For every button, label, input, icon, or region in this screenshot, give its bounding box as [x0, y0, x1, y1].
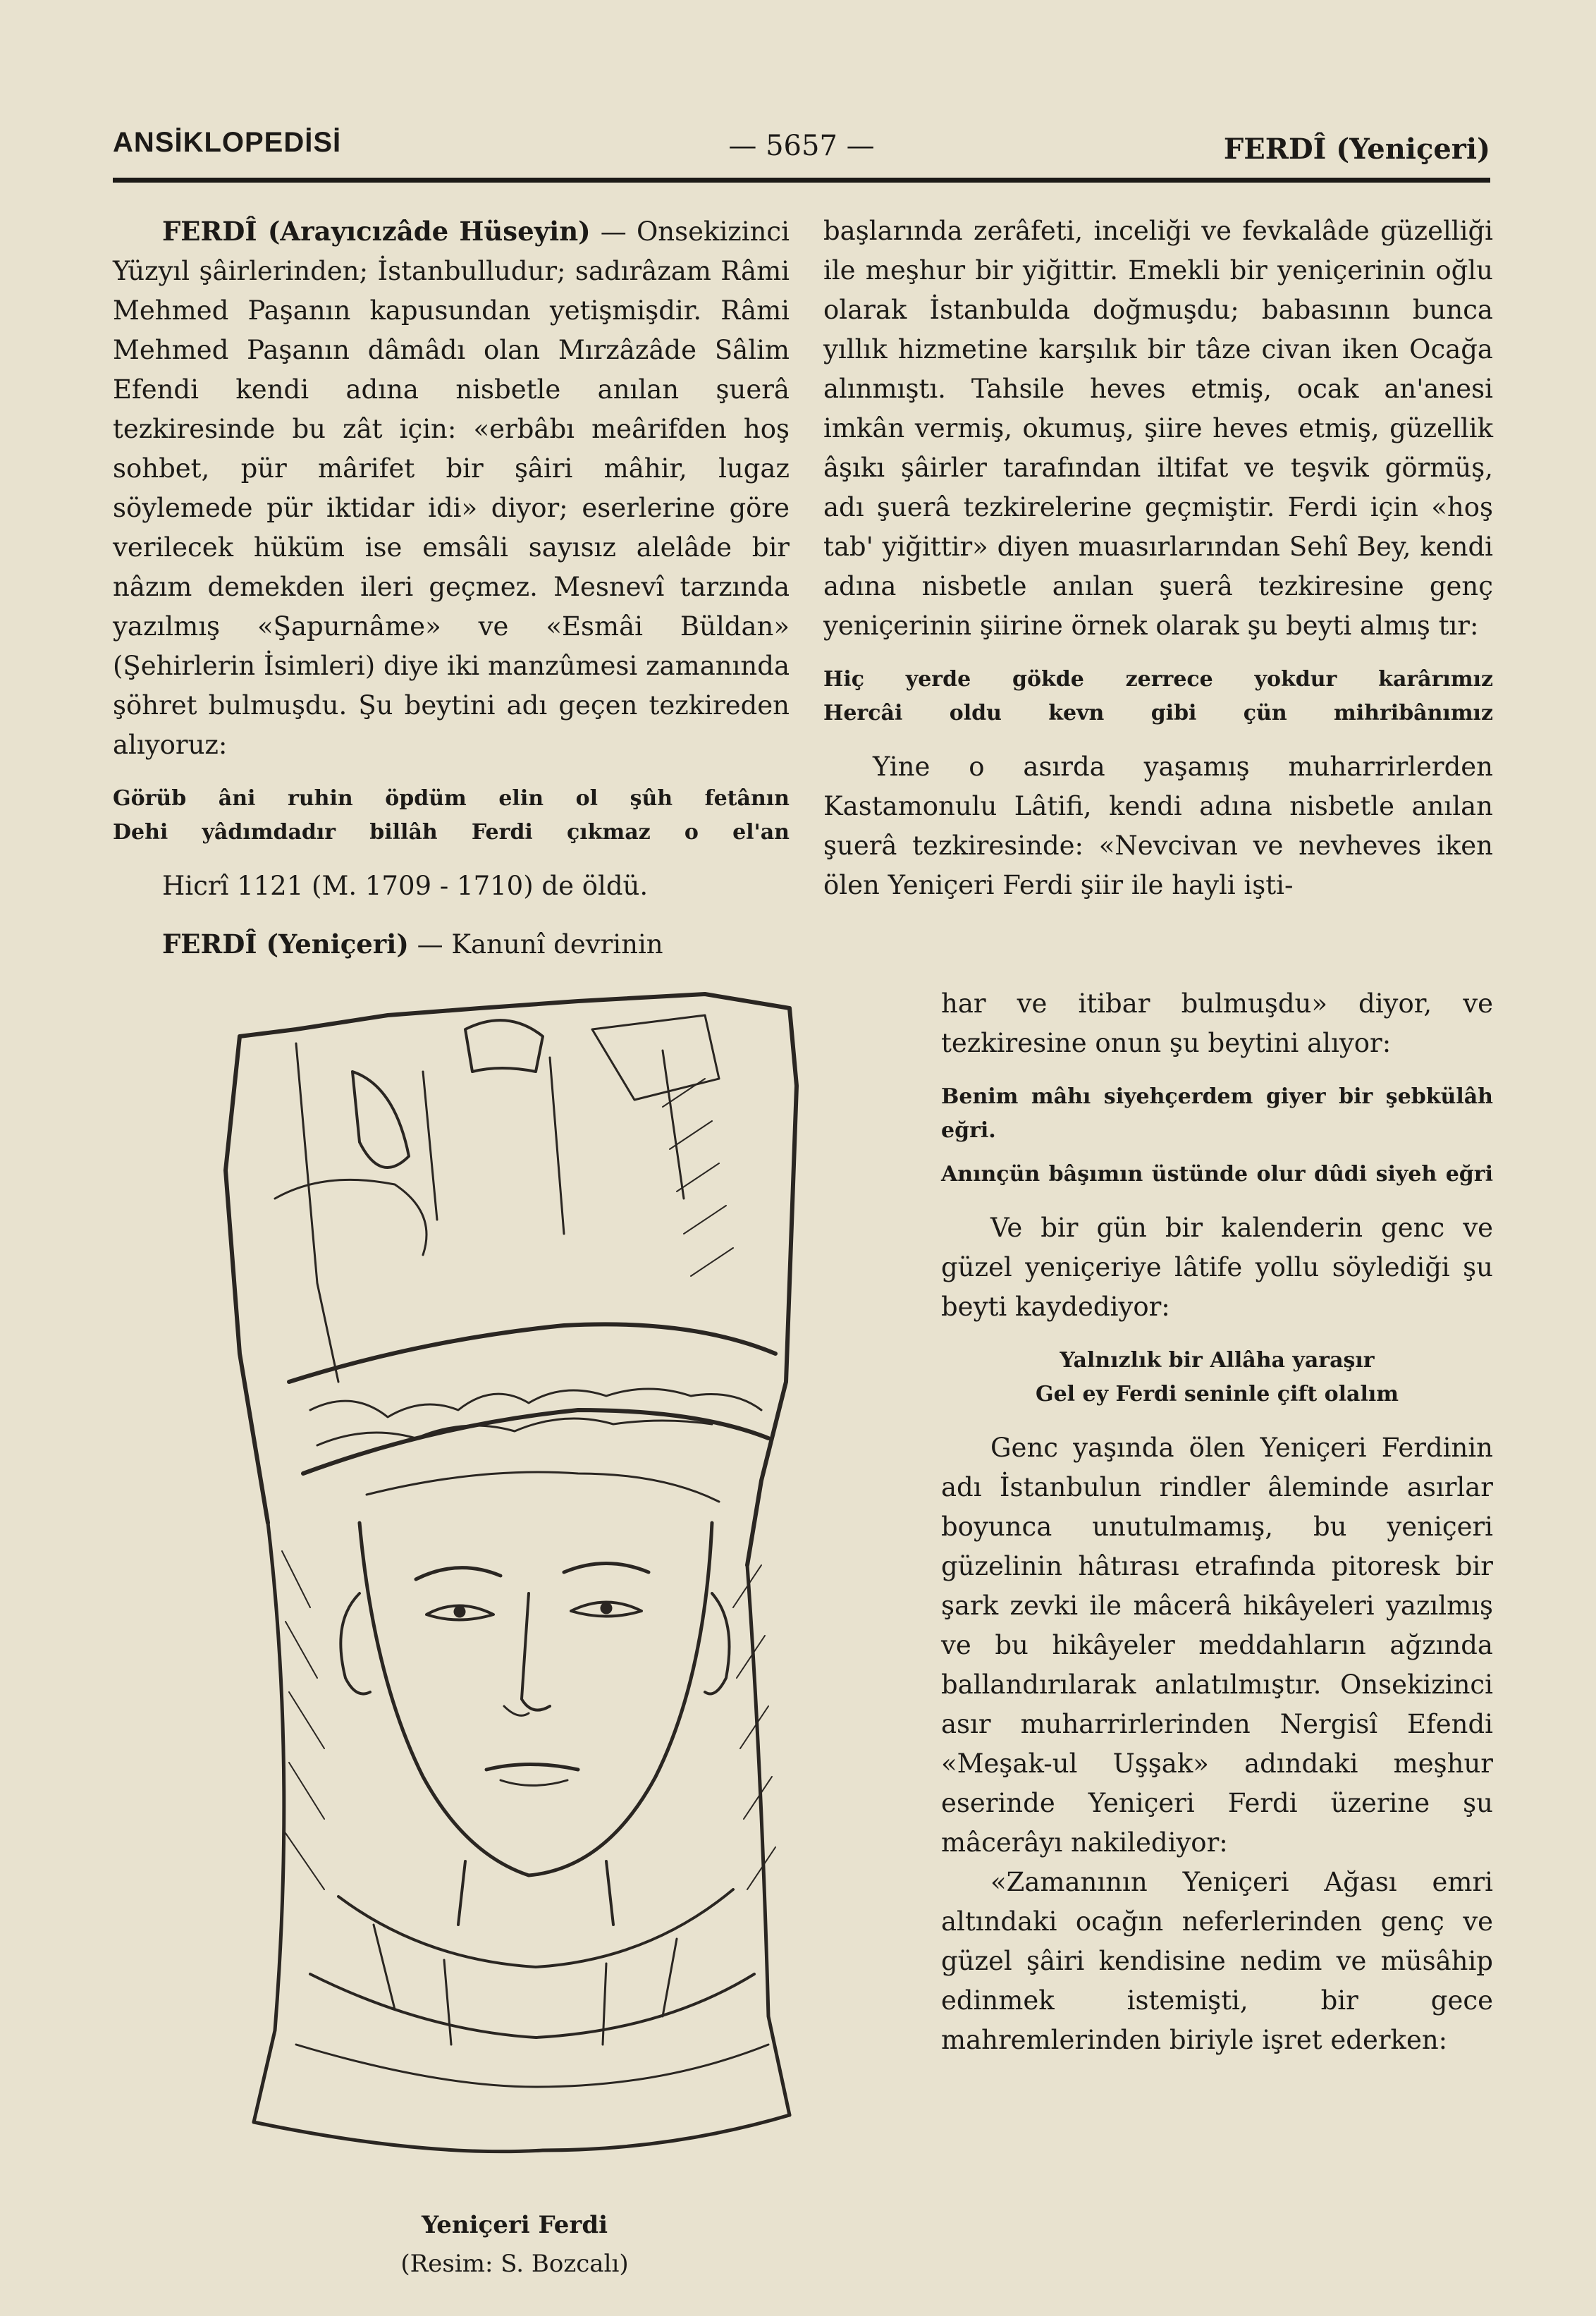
- verse-block: [113, 782, 790, 850]
- verse-line: Yalnızlık bir Allâha yaraşır: [1060, 1348, 1375, 1373]
- right-column-narrow: [941, 984, 1493, 2060]
- entry-body: — Kanunî devrinin: [408, 929, 663, 960]
- paragraph: har ve itibar bulmuşdu» diyor, ve tezkiresine onun şu beytini alıyor:: [941, 988, 1493, 1058]
- death-date: Hicrî 1121 (M. 1709 - 1710) de öldü.: [162, 871, 649, 901]
- verse-line: Görüb âni ruhin öpdüm elin ol şûh fetânın: [113, 786, 790, 811]
- paragraph: başlarında zerâfeti, inceliği ve fevkalâde güzelliği ile meşhur bir yiğittir. Emekli bir yeniçerinin oğlu olarak İstanbulda doğmuşdu; babasının bunca yıllık hizmetine karşılık bir tâze civan iken Ocağa alınmıştı. Tahsile heves etmiş, ocak an'anesi imkân vermiş, okumuş, şiire heves etmiş, güzellik âşıkı şâirler tarafından iltifat ve teşvik görmüş, adı şuerâ tezkirelerine geçmiştir. Ferdi için «hoş tab' yiğittir» diyen muasırlarından Sehî Bey, kendi adına nisbetle anılan şuerâ tezkiresine genç yeniçerinin şiirine örnek olarak şu beyti almış tır:: [823, 216, 1493, 641]
- header-encyclopedia-title: ANSİKLOPEDİSİ: [113, 127, 342, 158]
- entry-body: — Onsekizinci Yüzyıl şâirlerinden; İstanbulludur; sadırâzam Râmi Mehmed Paşanın kapusundan yetişmişdir. Râmi Mehmed Paşanın dâmâdı olan Mırzâzâde Sâlim Efendi kendi adına nisbetle anılan şuerâ tezkiresinde bu zât için: «erbâbı meârifden hoş sohbet, pür mârifet bir şâiri mâhir, lugaz söylemede pür iktidar idi» diyor; eserlerine göre verilecek hüküm ise emsâli sayısız alelâde bir nâzım demekden ileri geçmez. Mesnevî tarzında yazılmış «Şapurnâme» ve «Esmâi Büldan» (Şehirlerin İsimleri) diye iki manzûmesi zamanında şöhret bulmuşdu. Şu beytini adı geçen tezkireden alıyoruz:: [113, 216, 790, 760]
- header-rule: [113, 178, 1490, 183]
- paragraph: Ve bir gün bir kalenderin genc ve güzel yeniçeriye lâtife yollu söylediği şu beyti kaydediyor:: [941, 1213, 1493, 1322]
- header-entry-title: FERDÎ (Yeniçeri): [1223, 133, 1490, 166]
- paragraph: Yine o asırda yaşamış muharrirlerden Kastamonulu Lâtifi, kendi adına nisbetle anılan şuerâ tezkiresinde: «Nevcivan ve nevheves iken ölen Yeniçeri Ferdi şiir ile hayli işti-: [823, 752, 1493, 900]
- entry-heading: FERDÎ (Yeniçeri): [162, 929, 409, 960]
- left-column: [113, 212, 790, 964]
- verse-block: [941, 1344, 1493, 1411]
- figure-caption-title: Yeniçeri Ferdi: [421, 2211, 608, 2239]
- figure-caption-credit: (Resim: S. Bozcalı): [400, 2250, 629, 2278]
- verse-line: Hiç yerde gökde zerrece yokdur karârımız: [823, 667, 1493, 692]
- verse-block: [823, 663, 1493, 730]
- right-column: [823, 212, 1493, 905]
- entry-ferdi-arayicizade: [113, 212, 790, 765]
- entry-ferdi-yeniceri: [113, 924, 790, 964]
- verse-line: Gel ey Ferdi seninle çift olalım: [1035, 1382, 1399, 1407]
- entry-heading: FERDÎ (Arayıcızâde Hüseyin): [162, 216, 591, 247]
- verse-line: Dehi yâdımdadır billâh Ferdi çıkmaz o el'an: [113, 820, 790, 845]
- verse-line: Anınçün bâşımın üstünde olur dûdi siyeh eğri: [941, 1162, 1493, 1187]
- verse-line: Hercâi oldu kevn gibi çün mihribânımız: [823, 701, 1493, 725]
- portrait-illustration: [211, 987, 811, 2193]
- paragraph: «Zamanının Yeniçeri Ağası emri altındaki ocağın neferlerinden genç ve güzel şâiri kendisine nedim ve müsâhip edinmek istemişti, bir gece mahremlerinden biriyle işret ederken:: [941, 1867, 1493, 2055]
- header-page-number: — 5657 —: [728, 130, 875, 162]
- page-header: [113, 127, 1490, 169]
- paragraph: Genc yaşında ölen Yeniçeri Ferdinin adı İstanbulun rindler âleminde asırlar boyunca unutulmamış, bu yeniçeri güzelinin hâtırası etrafında pitoresk bir şark zevki ile mâcerâ hikâyeleri yazılmış ve bu hikâyeler meddahların ağzında ballandırılarak anlatılmıştır. Onsekizinci asır muharrirlerinden Nergisî Efendi «Meşak-ul Uşşak» adındaki meşhur eserinde Yeniçeri Ferdi üzerine şu mâcerâyı nakilediyor:: [941, 1433, 1493, 1858]
- verse-block: [941, 1080, 1493, 1191]
- verse-line: Benim mâhı siyehçerdem giyer bir şebkülâh eğri.: [941, 1084, 1493, 1143]
